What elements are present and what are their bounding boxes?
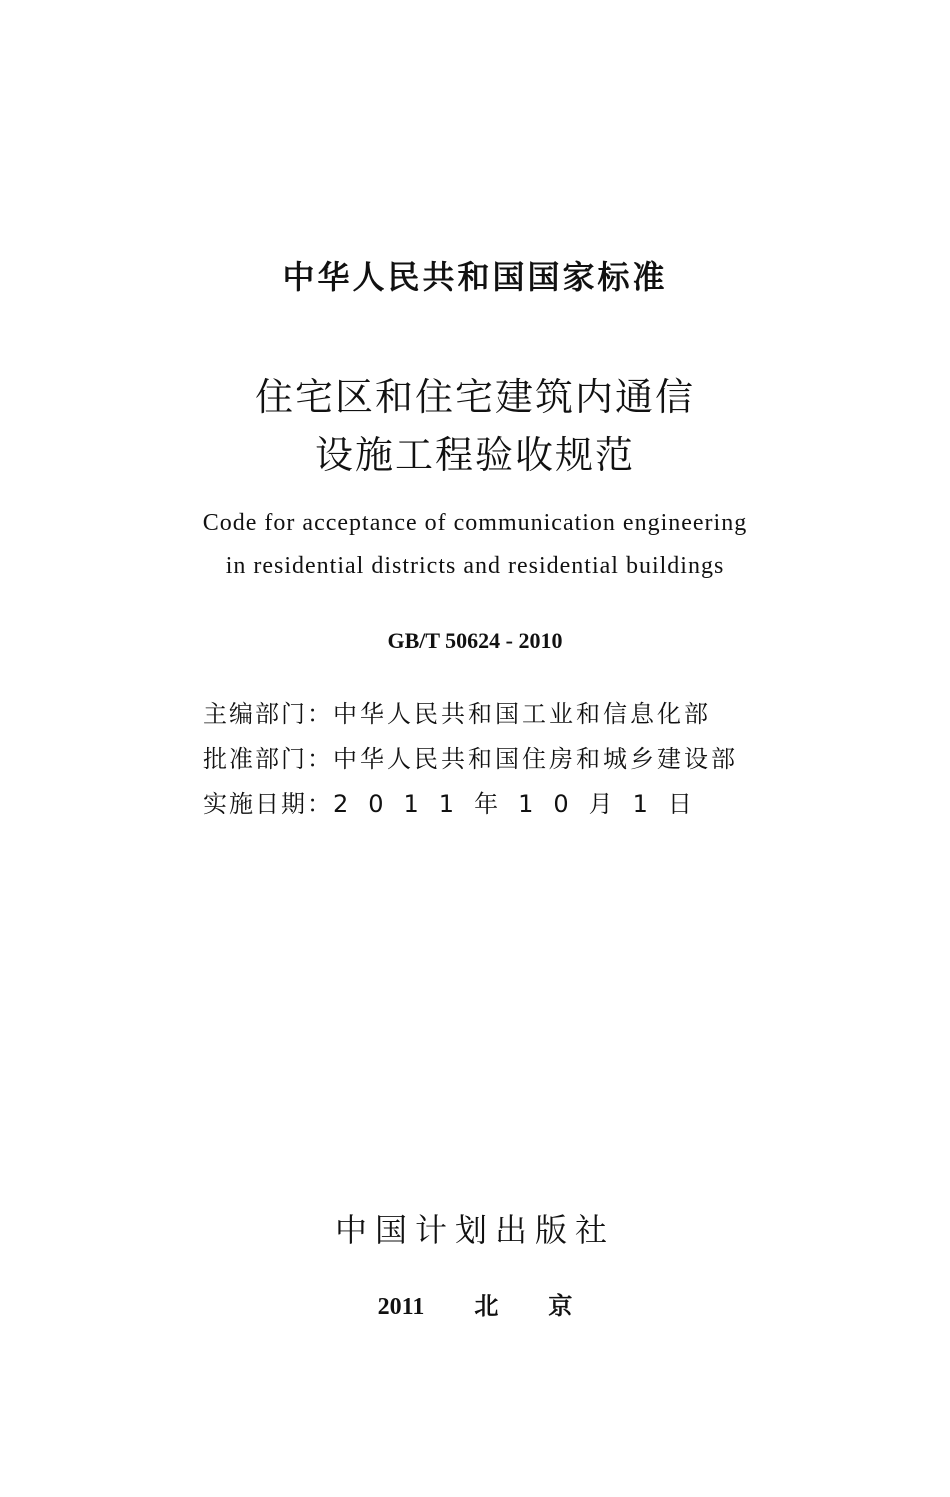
english-title-line-1: Code for acceptance of communication engineering (202, 510, 748, 536)
chief-editor-value: 中华人民共和国工业和信息化部 (333, 700, 711, 728)
publication-year-city (0, 1286, 950, 1321)
standard-type-heading: 中华人民共和国国家标准 (282, 258, 668, 296)
chief-editor-label: 主编部门： (203, 700, 333, 728)
publication-city-part-1: 北 (474, 1294, 499, 1320)
approval-dept-value: 中华人民共和国住房和城乡建设部 (333, 745, 738, 773)
publication-year: 2011 (377, 1294, 425, 1320)
effective-date-label: 实施日期： (203, 790, 333, 818)
chief-editor-row (203, 698, 738, 743)
publication-city-part-2: 京 (548, 1294, 573, 1320)
chinese-title-line-1: 住宅区和住宅建筑内通信 (254, 375, 695, 419)
chinese-title-line-2: 设施工程验收规范 (314, 433, 635, 477)
publisher-name: 中国计划出版社 (334, 1211, 615, 1249)
issuing-info (203, 698, 738, 833)
effective-date-row (203, 788, 738, 833)
approval-dept-row (203, 743, 738, 788)
effective-date-value: 2011年10月1日 (333, 790, 712, 818)
english-title-line-2: in residential districts and residential buildings (225, 553, 725, 579)
approval-dept-label: 批准部门： (203, 745, 333, 773)
standard-number: GB/T 50624 - 2010 (387, 628, 563, 653)
